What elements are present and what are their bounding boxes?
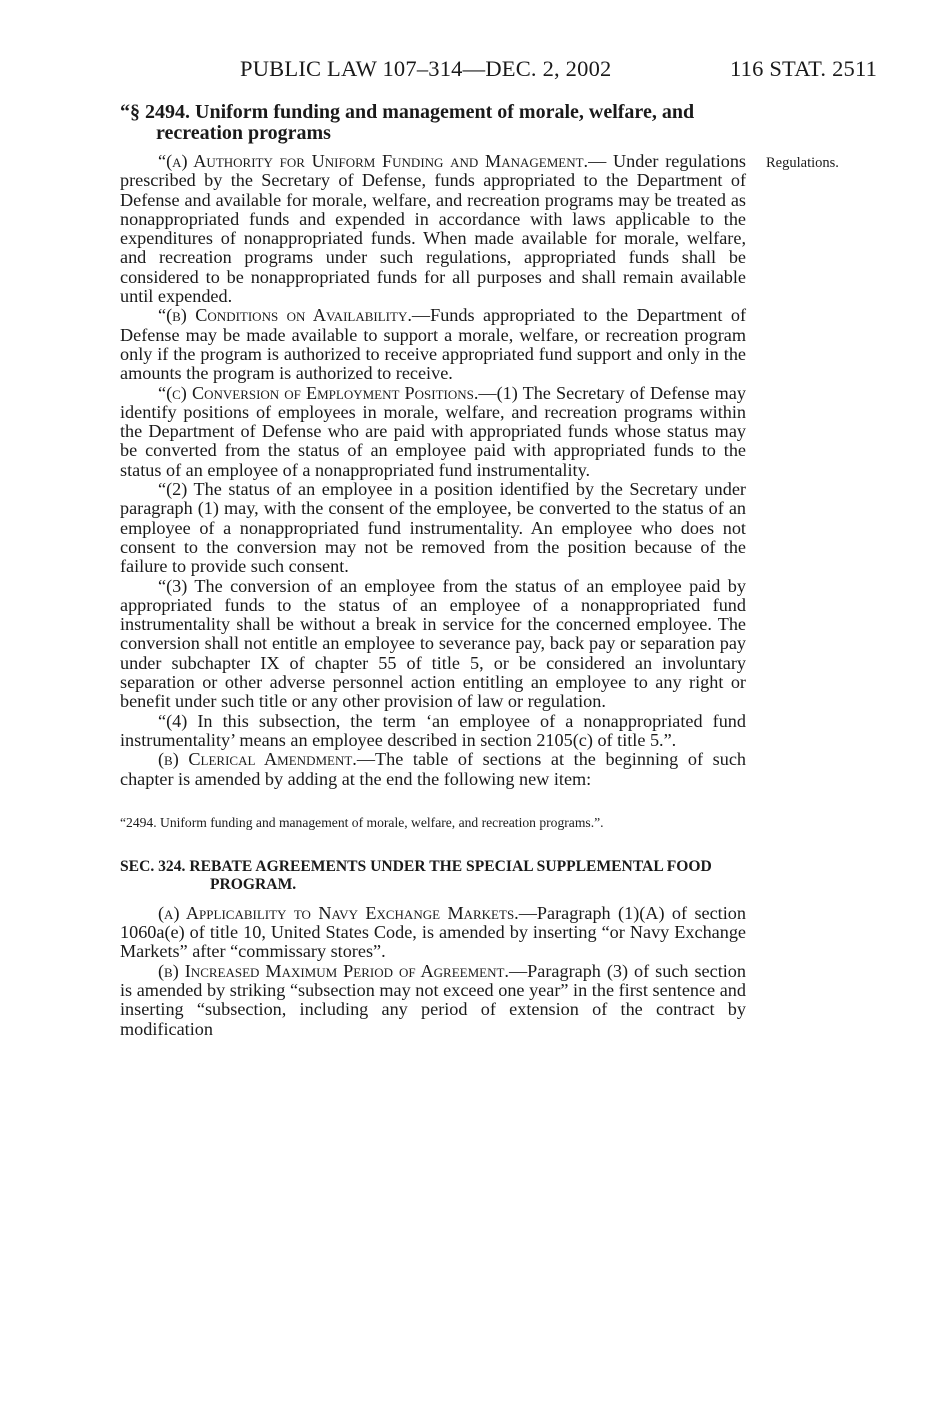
subsection-b [120,306,746,383]
table-of-sections-item: “2494. Uniform funding and management of morale, welfare, and recreation programs.”. [120,814,604,830]
subsection-c-paragraph-4: “(4) In this subsection, the term ‘an employee of a nonappropriated fund instrumentality’ means an employee described in section 2105(c) of title 5.”. [120,710,746,750]
subsection-c-paragraph-2: “(2) The status of an employee in a position identified by the Secretary under paragraph (1) may, with the consent of the employee, be converted to the status of an employee of a nonappropriated fund instrumentality. An employee who does not consent to the conversion may not be removed from the position because of the failure to provide such consent. [120,479,746,577]
subsection-b-caption: “(b) Conditions on Availability.— [158,305,431,326]
page-header [0,56,943,86]
section-324-b-text: Paragraph (3) of such section is amended by striking “subsection may not exceed one year” in the first sentence and inserting “subsection, including any period of extension of the contract by modification [120,960,746,1039]
section-324-subsection-b [120,962,746,1039]
subsection-c-paragraph-1 [120,384,746,480]
section-2494-heading: “§ 2494. Uniform funding and management of morale, welfare, and recreation programs [120,101,695,144]
section-324-subsection-a [120,904,746,962]
statute-page-number: 116 STAT. 2511 [730,56,878,81]
subsection-a [120,152,746,306]
main-text-column [120,102,746,1039]
clerical-amendment-caption: (b) Clerical Amendment.— [158,749,376,770]
section-324-a-text: Paragraph (1)(A) of section 1060a(e) of title 10, United States Code, is amended by inserting “or Navy Exchange Markets” after “commissary stores”. [120,902,746,962]
subsection-a-caption: “(a) Authority for Uniform Funding and Management.— [158,151,607,171]
margin-note-regulations: Regulations. [766,155,839,171]
section-324-a-caption: (a) Applicability to Navy Exchange Markets.— [158,902,537,923]
clerical-amendment-text: The table of sections at the beginning of such chapter is amended by adding at the end the following new item: [120,749,746,789]
public-law-citation: PUBLIC LAW 107–314—DEC. 2, 2002 [240,56,612,81]
section-324-b-caption: (b) Increased Maximum Period of Agreement.— [158,960,528,981]
section-324-heading: SEC. 324. REBATE AGREEMENTS UNDER THE SPECIAL SUPPLEMENTAL FOOD PROGRAM. [120,857,712,893]
subsection-a-text: Under regulations prescribed by the Secretary of Defense, funds appropriated to the Department of Defense and available for morale, welfare, and recreation programs may be treated as nonappropriated funds and expended in accordance with laws applicable to the expenditures of nonappropriated funds. When made available for morale, welfare, and recreation programs under such regulations, appropriated funds shall be considered to be nonappropriated funds for all purposes and shall remain available until expended. [120,151,747,307]
subsection-c-text: (1) The Secretary of Defense may identify positions of employees in morale, welfare, and recreation programs within the Department of Defense who are paid with appropriated funds whose status may be converted from the status of an employee paid with appropriated funds to the status of an employee of a nonappropriated fund instrumentality. [120,382,746,480]
clerical-amendment [120,750,746,789]
subsection-c-paragraph-3: “(3) The conversion of an employee from the status of an employee paid by appropriated funds to the status of an employee of a nonappropriated fund instrumentality shall be without a break in service for the concerned employee. The conversion shall not entitle an employee to severance pay, back pay or separation pay under subchapter IX of chapter 55 of title 5, or be considered an involuntary separation or other adverse personnel action entitling an employee to any right or benefit under such title or any other provision of law or regulation. [120,575,746,712]
subsection-b-text: Funds appropriated to the Department of Defense may be made available to support a morale, welfare, or recreation program only if the program is authorized to receive appropriated fund support and only in the amounts the program is authorized to receive. [120,305,747,384]
subsection-c-caption: “(c) Conversion of Employment Positions.— [158,382,497,403]
